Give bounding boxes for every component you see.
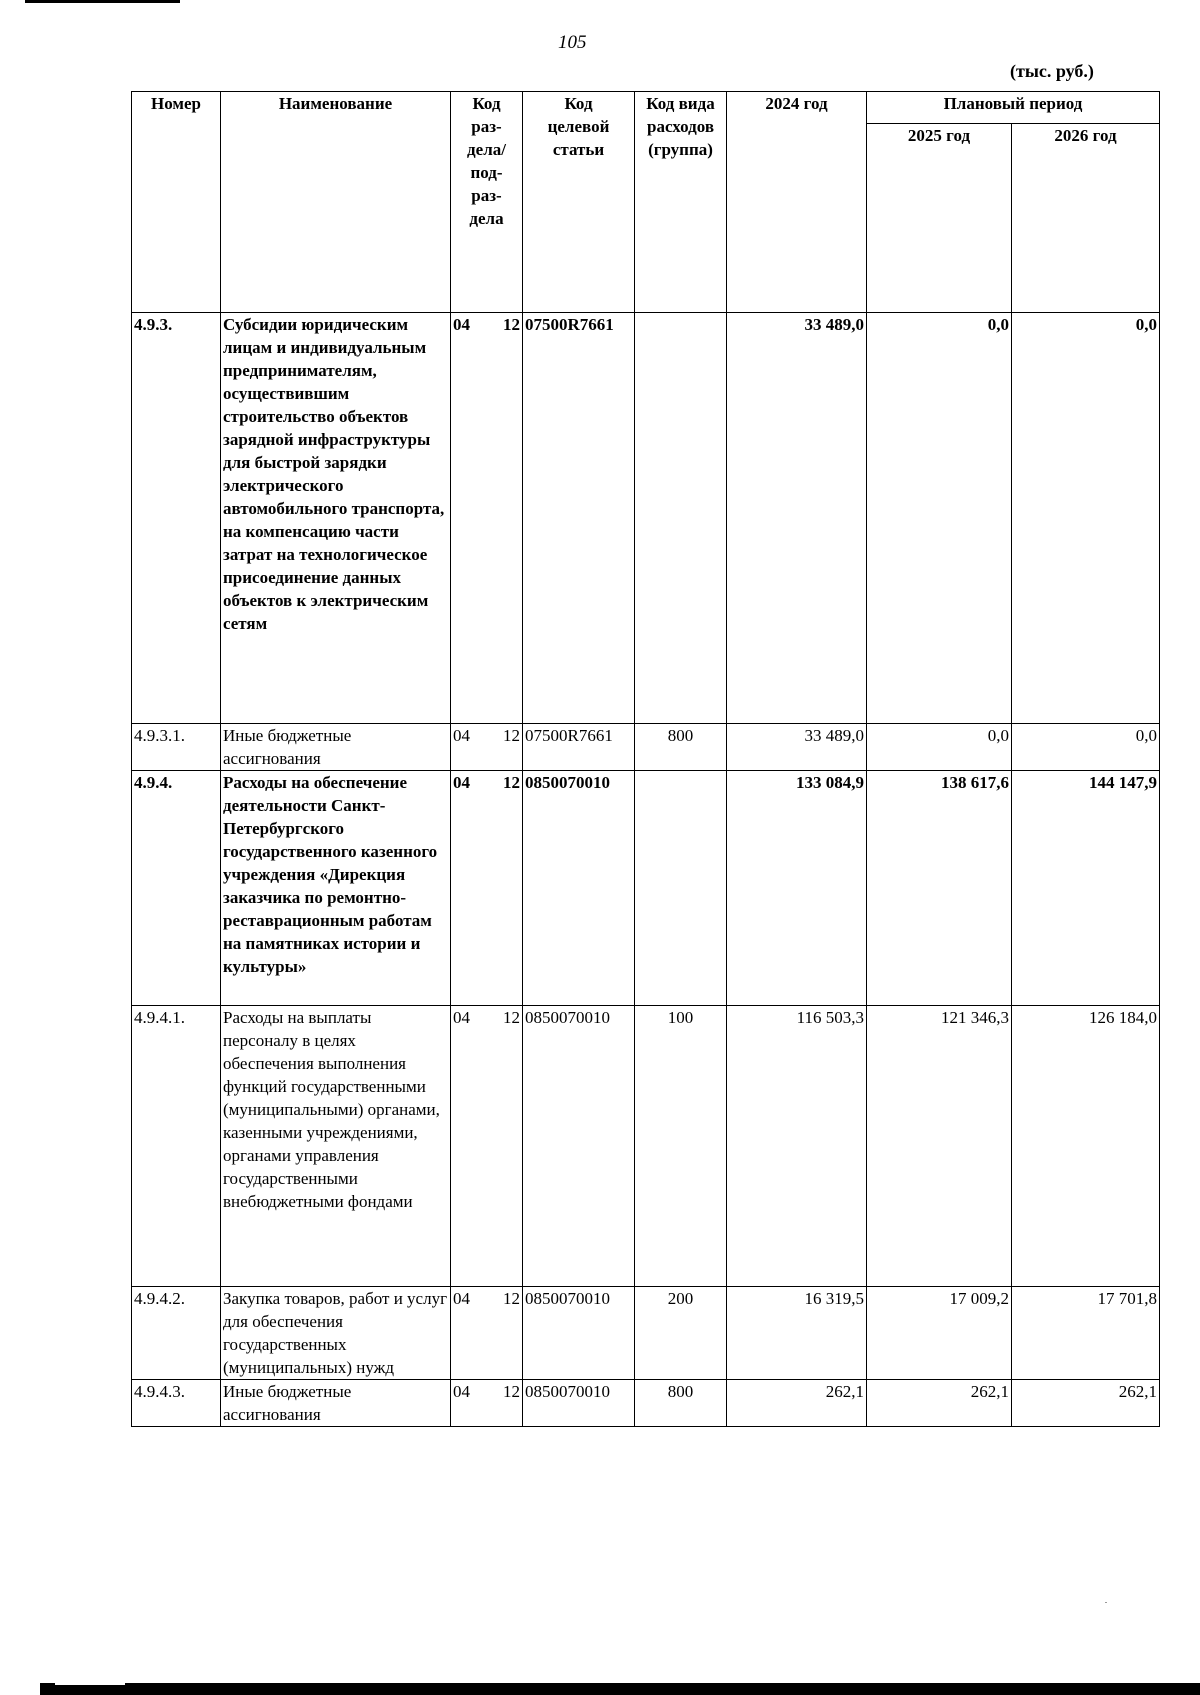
row-name: Иные бюджетные ассигнования xyxy=(221,724,451,771)
header-plan-period: Плановый период xyxy=(867,92,1160,124)
row-section: 04 xyxy=(453,1289,470,1308)
row-section-code xyxy=(451,1006,523,1287)
row-section-code xyxy=(451,1287,523,1380)
table-row xyxy=(132,313,1160,724)
top-rule xyxy=(25,0,180,3)
row-2026: 17 701,8 xyxy=(1012,1287,1160,1380)
row-2025: 138 617,6 xyxy=(867,771,1012,1006)
header-year-2026: 2026 год xyxy=(1012,124,1160,313)
row-2026: 262,1 xyxy=(1012,1380,1160,1427)
row-target-code: 0850070010 xyxy=(523,1287,635,1380)
table-row xyxy=(132,1006,1160,1287)
row-2024: 262,1 xyxy=(727,1380,867,1427)
row-number: 4.9.4.1. xyxy=(132,1006,221,1287)
row-target-code: 0850070010 xyxy=(523,1006,635,1287)
row-number: 4.9.4. xyxy=(132,771,221,1006)
row-2025: 0,0 xyxy=(867,313,1012,724)
row-target-code: 0850070010 xyxy=(523,771,635,1006)
row-subsection: 12 xyxy=(503,726,520,745)
row-2024: 16 319,5 xyxy=(727,1287,867,1380)
row-name: Расходы на выплаты персоналу в целях обеспечения выполнения функций государственными (муниципальными) органами, казенными учреждениями, органами управления государственными внебюджетными фондами xyxy=(221,1006,451,1287)
header-year-2024: 2024 год xyxy=(727,92,867,313)
scan-edge-gap xyxy=(55,1683,125,1685)
row-expense-type: 100 xyxy=(635,1006,727,1287)
row-2026: 126 184,0 xyxy=(1012,1006,1160,1287)
row-2024: 133 084,9 xyxy=(727,771,867,1006)
row-section-code xyxy=(451,771,523,1006)
row-name: Закупка товаров, работ и услуг для обеспечения государственных (муниципальных) нужд xyxy=(221,1287,451,1380)
budget-table xyxy=(131,91,1160,1427)
row-subsection: 12 xyxy=(503,1382,520,1401)
row-section: 04 xyxy=(453,1008,470,1027)
row-number: 4.9.3.1. xyxy=(132,724,221,771)
row-subsection: 12 xyxy=(503,1289,520,1308)
row-number: 4.9.4.2. xyxy=(132,1287,221,1380)
row-target-code: 07500R7661 xyxy=(523,313,635,724)
row-subsection: 12 xyxy=(503,315,520,334)
row-2026: 0,0 xyxy=(1012,313,1160,724)
row-2025: 262,1 xyxy=(867,1380,1012,1427)
row-2026: 144 147,9 xyxy=(1012,771,1160,1006)
row-subsection: 12 xyxy=(503,773,520,792)
row-number: 4.9.4.3. xyxy=(132,1380,221,1427)
row-expense-type: 800 xyxy=(635,1380,727,1427)
scan-edge-bar xyxy=(40,1683,1200,1695)
row-name: Иные бюджетные ассигнования xyxy=(221,1380,451,1427)
table-row xyxy=(132,771,1160,1006)
row-section-code xyxy=(451,1380,523,1427)
header-number: Номер xyxy=(132,92,221,313)
row-section-code xyxy=(451,313,523,724)
row-target-code: 0850070010 xyxy=(523,1380,635,1427)
row-2024: 116 503,3 xyxy=(727,1006,867,1287)
header-name: Наименование xyxy=(221,92,451,313)
row-2025: 121 346,3 xyxy=(867,1006,1012,1287)
header-year-2025: 2025 год xyxy=(867,124,1012,313)
row-2024: 33 489,0 xyxy=(727,724,867,771)
row-expense-type xyxy=(635,313,727,724)
row-expense-type: 800 xyxy=(635,724,727,771)
page-number: 105 xyxy=(558,32,587,53)
row-expense-type xyxy=(635,771,727,1006)
row-2025: 17 009,2 xyxy=(867,1287,1012,1380)
row-section: 04 xyxy=(453,1382,470,1401)
row-target-code: 07500R7661 xyxy=(523,724,635,771)
row-expense-type: 200 xyxy=(635,1287,727,1380)
row-section: 04 xyxy=(453,726,470,745)
table-row xyxy=(132,1287,1160,1380)
row-section: 04 xyxy=(453,773,470,792)
header-section-code: Код раз-дела/ под-раз-дела xyxy=(451,92,523,313)
row-name: Расходы на обеспечение деятельности Санкт-Петербургского государственного казенного учреждения «Дирекция заказчика по ремонтно-реставрационным работам на памятниках истории и культуры» xyxy=(221,771,451,1006)
row-name: Субсидии юридическим лицам и индивидуальным предпринимателям, осуществившим строительство объектов зарядной инфраструктуры для быстрой зарядки электрического автомобильного транспорта, на компенсацию части затрат на технологическое присоединение данных объектов к электрическим сетям xyxy=(221,313,451,724)
row-section-code xyxy=(451,724,523,771)
row-2025: 0,0 xyxy=(867,724,1012,771)
table-row xyxy=(132,724,1160,771)
header-expense-type-code: Код вида расходов (группа) xyxy=(635,92,727,313)
table-row xyxy=(132,1380,1160,1427)
header-target-code: Код целевой статьи xyxy=(523,92,635,313)
row-subsection: 12 xyxy=(503,1008,520,1027)
units-label: (тыс. руб.) xyxy=(1010,61,1094,81)
row-number: 4.9.3. xyxy=(132,313,221,724)
row-2026: 0,0 xyxy=(1012,724,1160,771)
row-section: 04 xyxy=(453,315,470,334)
scan-speck xyxy=(1105,1602,1107,1603)
row-2024: 33 489,0 xyxy=(727,313,867,724)
